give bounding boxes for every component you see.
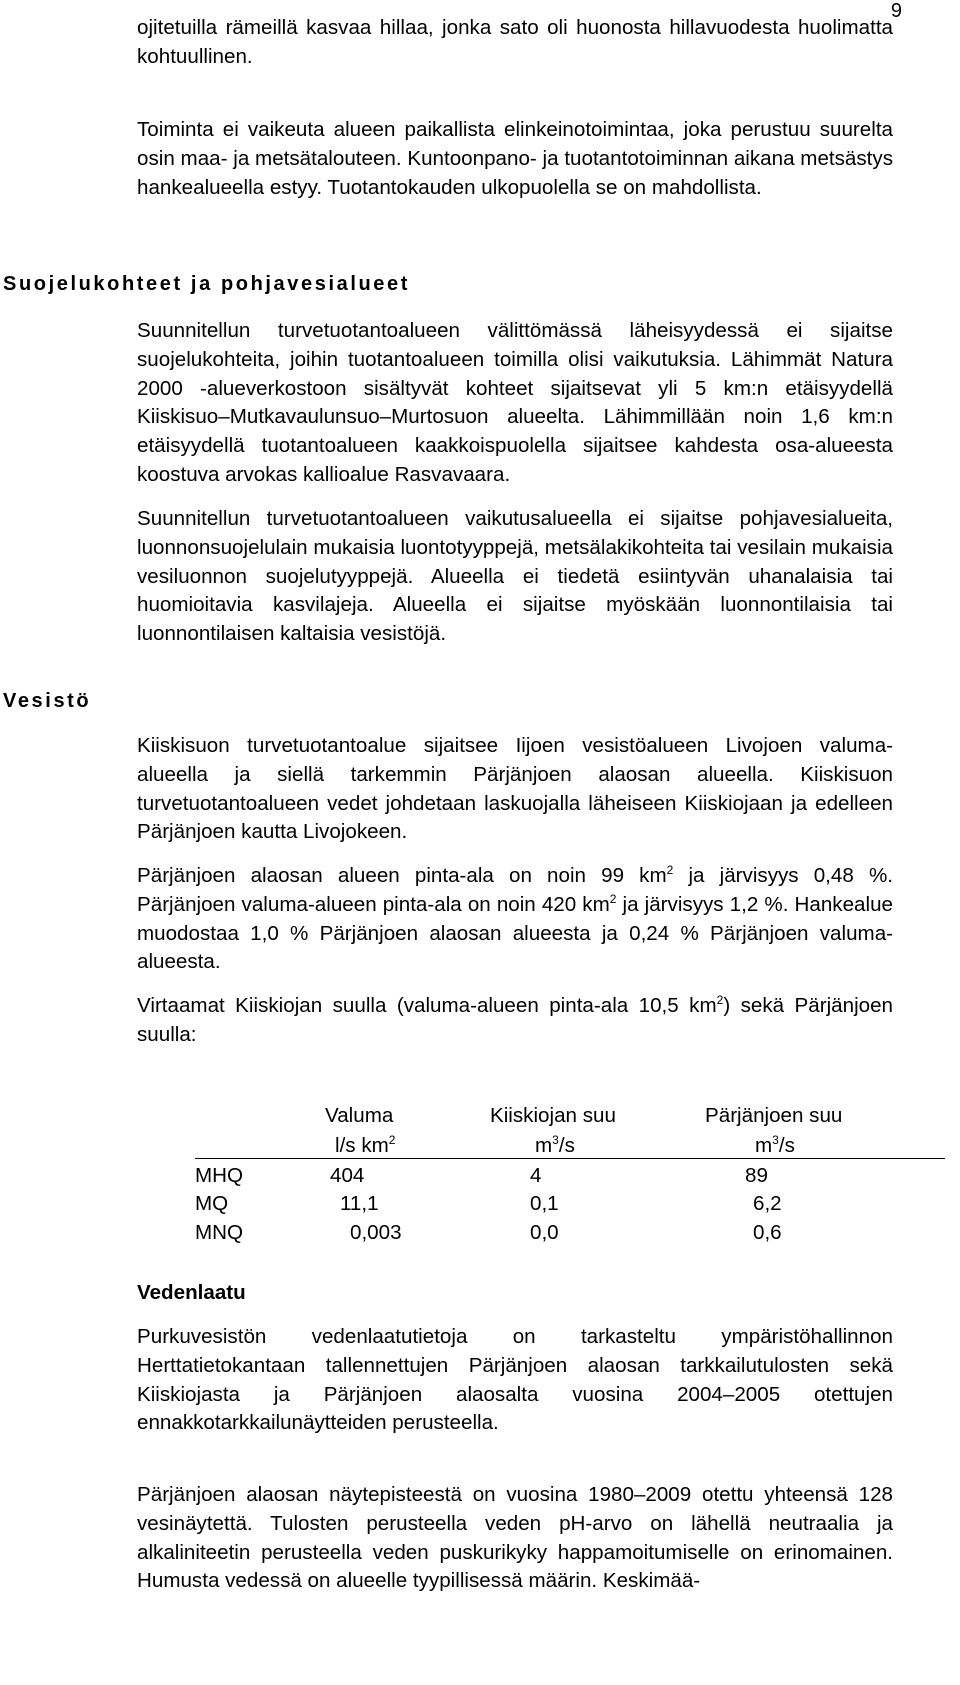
intro-paragraph-1: ojitetuilla rämeillä kasvaa hillaa, jonka sato oli huonosta hillavuodesta huolimatta kohtuullinen. — [137, 16, 893, 68]
table-cell: 404 — [330, 1163, 365, 1187]
vesisto-paragraph-3: Virtaamat Kiiskiojan suulla (valuma-alueen pinta-ala 10,5 $km^2$) sekä Pärjänjoen suulla: — [137, 993, 893, 1046]
table-row — [195, 1188, 945, 1217]
subheading-vedenlaatu: Vedenlaatu — [137, 1281, 246, 1304]
table-header-cell: Kiiskiojan suu — [490, 1104, 616, 1127]
vedenlaatu-paragraph-1: Purkuvesistön vedenlaatutietoja on tarkasteltu ympäristöhallinnon Herttatietokantaan tallennettujen Pärjänjoen alaosan tarkkailutulosten sekä Kiiskiojasta ja Pärjänjoen alaosalta vuosina 2004–2005 otettujen ennakkotarkkailunäytteiden perusteella. — [137, 1325, 893, 1435]
section-heading-suojelukohteet: Suojelukohteet ja pohjavesialueet — [3, 273, 411, 295]
table-header-row — [195, 1098, 945, 1128]
table-header-cell — [195, 1098, 305, 1128]
table-header-unit: l/s $km^2$ — [305, 1128, 490, 1159]
table-cell: 4 — [530, 1163, 542, 1187]
table-cell-label: MQ — [195, 1192, 229, 1215]
vesisto-paragraph-1: Kiiskisuon turvetuotantoalue sijaitsee Iijoen vesistöalueen Livojoen valuma-alueella ja siellä tarkemmin Pärjänjoen alaosan alueella. Kiiskisuon turvetuotantoalueen vedet johdetaan laskuojalla läheiseen Kiiskiojaan ja edelleen Pärjänjoen kautta Livojokeen. — [137, 734, 893, 844]
table-header-cell: Valuma — [325, 1104, 394, 1127]
vesisto-paragraph-2: Pärjänjoen alaosan alueen pinta-ala on noin 99 $km^2$ ja järvisyys 0,48 %. Pärjänjoen valuma-alueen pinta-ala on noin 420 $km^2$ ja järvisyys 1,2 %. Hankealue muodostaa 1,0 % Pärjänjoen alaosan alueesta ja 0,24 % Pärjänjoen valuma-alueesta. — [137, 863, 893, 974]
page-number: 9 — [890, 0, 902, 22]
table-cell: 11,1 — [340, 1192, 379, 1215]
section-heading-vesisto: Vesistö — [3, 690, 92, 712]
table-cell: 6,2 — [753, 1192, 782, 1215]
table-cell: 89 — [745, 1163, 768, 1187]
table-row — [195, 1159, 945, 1188]
table-header-row — [195, 1128, 945, 1159]
table-header-unit: $m^3/s$ — [695, 1128, 945, 1159]
table-header-cell: Pärjänjoen suu — [705, 1104, 843, 1127]
table-header-unit: $m^3/s$ — [490, 1128, 695, 1159]
table-cell: 0,003 — [350, 1220, 402, 1244]
table-row — [195, 1216, 945, 1245]
suojelu-paragraph-1: Suunnitellun turvetuotantoalueen välittömässä läheisyydessä ei sijaitse suojelukohteita, joihin tuotantoalueen toimilla olisi vaikutuksia. Lähimmät Natura 2000 -alueverkostoon sisältyvät kohteet sijaitsevat yli 5 km:n etäisyydellä Kiiskisuo–Mutkavaulunsuo–Murtosuon alueelta. Lähimmillään noin 1,6 km:n etäisyydellä tuotantoalueen kaakkoispuolella sijaitsee kahdesta osa-alueesta koostuva arvokas kallioalue Rasvavaara. — [137, 319, 893, 486]
table-cell-label: MNQ — [195, 1220, 244, 1244]
table-cell: 0,0 — [530, 1220, 559, 1244]
table-header-cell — [195, 1128, 305, 1159]
table-cell: 0,1 — [530, 1192, 559, 1215]
intro-paragraph-2: Toiminta ei vaikeuta alueen paikallista elinkeinotoimintaa, joka perustuu suurelta osin maa- ja metsätalouteen. Kuntoonpano- ja tuotantotoiminnan aikana metsästys hankealueella estyy. Tuotantokauden ulkopuolella se on mahdollista. — [137, 118, 893, 199]
table-cell-label: MHQ — [195, 1163, 244, 1187]
table-cell: 0,6 — [753, 1220, 782, 1244]
suojelu-paragraph-2: Suunnitellun turvetuotantoalueen vaikutusalueella ei sijaitse pohjavesialueita, luonnonsuojelulain mukaisia luontotyyppejä, metsälakikohteita tai vesilain mukaisia vesiluonnon suojelutyyppejä. Alueella ei tiedetä esiintyvän uhanalaisia tai huomioitavia kasvilajeja. Alueella ei sijaitse myöskään luonnontilaisia tai luonnontilaisen kaltaisia vesistöjä. — [137, 507, 893, 646]
flow-table — [195, 1098, 945, 1245]
vedenlaatu-paragraph-2: Pärjänjoen alaosan näytepisteestä on vuosina 1980–2009 otettu yhteensä 128 vesinäytettä. Tulosten perusteella veden pH-arvo on lähellä neutraalia ja alkaliniteetin perusteella veden puskurikyky happamoitumiselle on erinomainen. Humusta vedessä on alueelle tyypillisessä määrin. Keskimää- — [137, 1483, 893, 1593]
